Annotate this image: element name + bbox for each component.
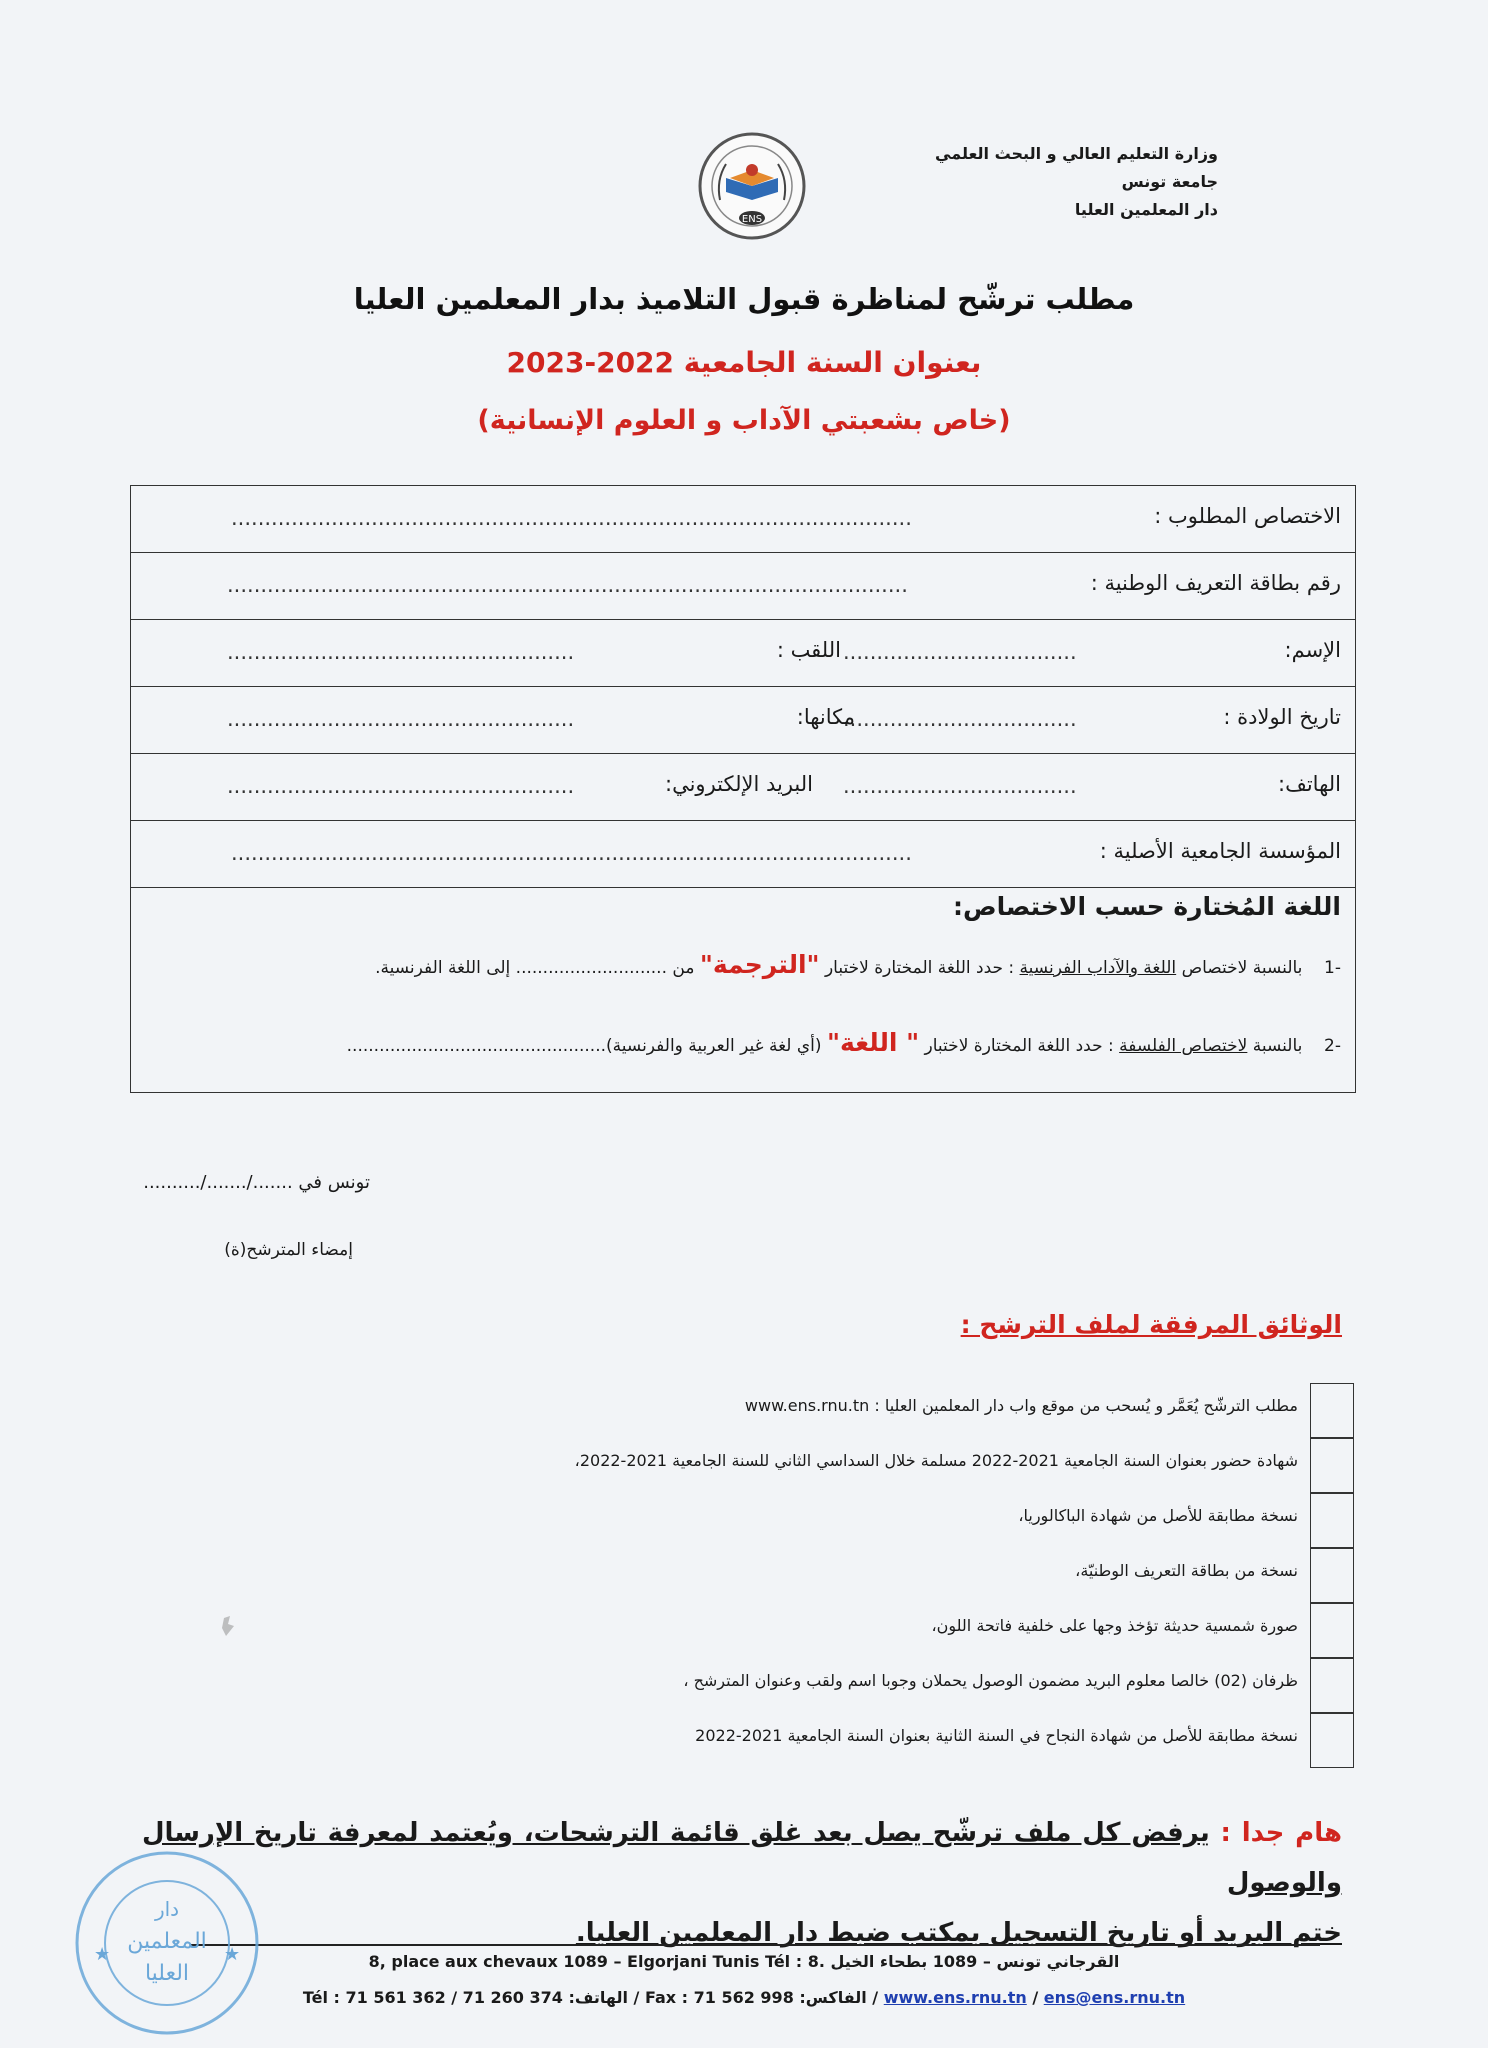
language-item-2-text-a: بالنسبة [1252, 1036, 1303, 1056]
id-card-label: رقم بطاقة التعريف الوطنية : [1090, 571, 1341, 595]
documents-title: الوثائق المرفقة لملف الترشح : [960, 1310, 1342, 1339]
ministry-name: وزارة التعليم العالي و البحث العلمي [935, 144, 1218, 163]
footer-contacts: Tél : 71 561 362 / 71 260 374 :الهاتف / Fax : 71 562 998 :الفاكس / www.ens.rnu.tn / ens@ens.rnu.tn [302, 1988, 1186, 2007]
document-item: نسخة مطابقة للأصل من شهادة النجاح في السنة الثانية بعنوان السنة الجامعية 2021-2022 [695, 1726, 1298, 1745]
birth-date-field[interactable]: ................................... [843, 707, 1077, 731]
birth-row[interactable] [131, 687, 1355, 754]
document-item: شهادة حضور بعنوان السنة الجامعية 2021-2022 مسلمة خلال السداسي الثاني للسنة الجامعية 2021-2022، [574, 1451, 1298, 1470]
school-logo [696, 130, 808, 242]
footer-address: 8, place aux chevaux 1089 – Elgorjani Tunis Tél : القرجاني تونس – 1089 بطحاء الخيل .8 [368, 1952, 1120, 1971]
phone-label: الهاتف: [1278, 772, 1341, 796]
document-item: ظرفان (02) خالصا معلوم البريد مضمون الوصول يحملان وجوبا اسم ولقب وعنوان المترشح ، [683, 1671, 1298, 1690]
document-item: نسخة مطابقة للأصل من شهادة الباكالوريا، [1018, 1506, 1298, 1525]
ministry-header [798, 140, 1218, 224]
specialty-field[interactable]: ...................................................................................................... [231, 506, 912, 530]
svg-text:★: ★ [224, 1944, 241, 1965]
school-name: دار المعلمين العليا [1074, 200, 1218, 219]
language-item-1 [375, 950, 1341, 979]
birth-date-label: تاريخ الولادة : [1223, 705, 1341, 729]
document-checkbox[interactable] [1310, 1438, 1354, 1493]
stamp-line-2: المعلمين [127, 1929, 207, 1954]
institution-row[interactable] [131, 821, 1355, 888]
svg-text:★: ★ [94, 1944, 111, 1965]
institution-label: المؤسسة الجامعية الأصلية : [1099, 839, 1341, 863]
important-notice [142, 1808, 1342, 1958]
last-name-label: اللقب : [776, 638, 841, 662]
first-name-label: الإسم: [1284, 638, 1341, 662]
document-checkbox[interactable] [1310, 1493, 1354, 1548]
language-section-title: اللغة المُختارة حسب الاختصاص: [952, 892, 1341, 921]
document-item: مطلب الترشّح يُعَمَّر و يُسحب من موقع واب دار المعلمين العليا : www.ens.rnu.tn [744, 1396, 1298, 1415]
specialty-label: الاختصاص المطلوب : [1154, 504, 1341, 528]
footer-phones: Tél : 71 561 362 / 71 260 374 :الهاتف / Fax : 71 562 998 :الفاكس / [302, 1988, 879, 2007]
important-label: هام جدا : [1220, 1818, 1342, 1848]
language-item-2 [347, 1028, 1341, 1057]
official-stamp [72, 1848, 262, 2038]
signature-label: إمضاء المترشح(ة) [224, 1240, 353, 1260]
language-item-1-text-c[interactable]: من ............................ إلى اللغة الفرنسية. [375, 958, 695, 978]
document-checkbox[interactable] [1310, 1603, 1354, 1658]
language-item-1-exam: "الترجمة" [699, 950, 820, 979]
academic-year: بعنوان السنة الجامعية 2022-2023 [506, 346, 982, 379]
university-name: جامعة تونس [1121, 172, 1218, 191]
form-scope: (خاص بشعبتي الآداب و العلوم الإنسانية) [477, 405, 1011, 436]
language-item-2-exam: " اللغة" [826, 1028, 920, 1057]
document-item: نسخة من بطاقة التعريف الوطنيّة، [1075, 1561, 1298, 1580]
contact-row[interactable] [131, 754, 1355, 821]
stamp-line-3: العليا [144, 1961, 190, 1986]
footer-divider [190, 1944, 1320, 1946]
id-card-row[interactable] [131, 553, 1355, 620]
birth-place-label: مكانها: [796, 705, 855, 729]
form-title: مطلب ترشّح لمناظرة قبول التلاميذ بدار المعلمين العليا [353, 282, 1135, 316]
specialty-row[interactable] [131, 486, 1355, 553]
stamp-line-1: دار [154, 1897, 180, 1921]
footer-email-link[interactable]: ens@ens.rnu.tn [1043, 1988, 1186, 2007]
language-item-2-text-b: : حدد اللغة المختارة لاختبار [924, 1036, 1114, 1056]
language-item-1-text-a: بالنسبة لاختصاص [1181, 958, 1303, 978]
language-item-1-text-b: : حدد اللغة المختارة لاختبار [824, 958, 1015, 978]
birth-place-field[interactable]: .................................................... [227, 707, 575, 731]
first-name-field[interactable]: ................................... [843, 640, 1077, 664]
email-label: البريد الإلكتروني: [665, 772, 813, 796]
email-field[interactable]: .................................................... [227, 774, 575, 798]
logo-ens-text: ENS [741, 214, 763, 225]
document-item: صورة شمسية حديثة تؤخذ وجها على خلفية فاتحة اللون، [931, 1616, 1298, 1635]
language-item-1-specialty: اللغة والآداب الفرنسية [1019, 958, 1177, 978]
language-item-2-specialty: لاختصاص الفلسفة [1119, 1036, 1248, 1056]
document-checkbox[interactable] [1310, 1658, 1354, 1713]
language-item-2-number: -2 [1324, 1036, 1341, 1056]
document-checkbox[interactable] [1310, 1383, 1354, 1438]
institution-field[interactable]: ...................................................................................................... [231, 841, 912, 865]
language-item-2-text-c[interactable]: (أي لغة غير العربية والفرنسية)................................................ [346, 1036, 822, 1056]
document-checkbox[interactable] [1310, 1548, 1354, 1603]
important-text-1: يرفض كل ملف ترشّح يصل بعد غلق قائمة الترشحات، ويُعتمد لمعرفة تاريخ الإرسال والوصول [142, 1818, 1342, 1898]
last-name-field[interactable]: .................................................... [227, 640, 575, 664]
candidate-form [130, 485, 1356, 1093]
document-checkbox[interactable] [1310, 1713, 1354, 1768]
phone-field[interactable]: ................................... [843, 774, 1077, 798]
scan-speck [218, 1614, 240, 1640]
place-date-field[interactable]: تونس في ......./......./.......... [143, 1172, 370, 1193]
name-row[interactable] [131, 620, 1355, 687]
id-card-field[interactable]: ...................................................................................................... [227, 573, 908, 597]
footer-website-link[interactable]: www.ens.rnu.tn [883, 1988, 1027, 2007]
language-item-1-number: -1 [1324, 958, 1341, 978]
important-text-2: ختم البريد أو تاريخ التسجيل بمكتب ضبط دار المعلمين العليا. [575, 1918, 1342, 1948]
